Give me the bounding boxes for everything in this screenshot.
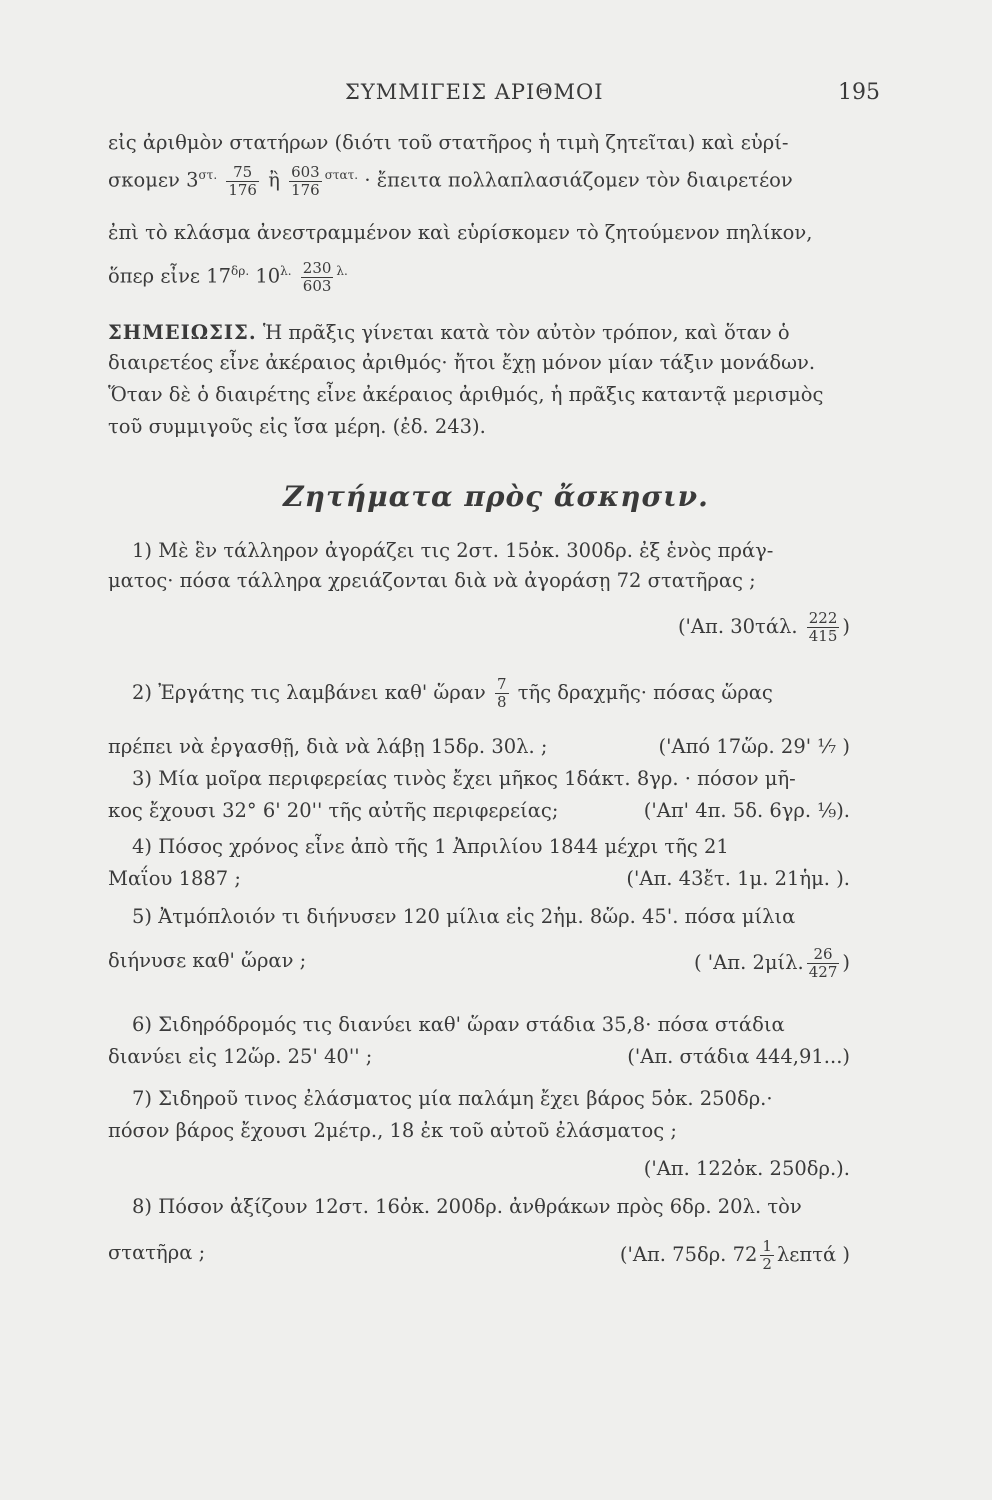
problem-7-answer: ('Απ. 122ὀκ. 250δρ.). xyxy=(643,1157,850,1180)
problem-5-line-1: 5) Ἀτμόπλοιόν τι διήνυσεν 120 μίλια εἰς 2ἡμ. 8ὥρ. 45'. πόσα μίλια xyxy=(132,905,796,928)
running-header: ΣΥΜΜΙΓΕΙΣ ΑΡΙΘΜΟΙ xyxy=(345,80,604,104)
note-line-1: ΣΗΜΕΙΩΣΙΣ. Ἡ πρᾶξις γίνεται κατὰ τὸν αὐτὸν τρόπον, καὶ ὅταν ὁ xyxy=(108,321,790,344)
exercises-heading: Ζητήματα πρὸς ἄσκησιν. xyxy=(283,480,709,513)
note-label: ΣΗΜΕΙΩΣΙΣ. xyxy=(108,321,257,344)
problem-5-line-2: διήνυσε καθ' ὥραν ; ( 'Απ. 2μίλ. $\frac{26}{427}$ ) xyxy=(108,945,850,981)
intro-line-2: σκομεν $3^{\sigma\tau.}$ $\frac{75}{176}$ ἢ $\frac{603}{176}$ $^{\sigma\tau\alpha\tau.}$ · ἔπειτα πολλαπλασιάζομεν τὸν διαιρετέον xyxy=(108,162,793,199)
fraction-603-176: $\frac{603}{176}$ xyxy=(291,162,320,199)
intro-line-4: ὅπερ εἶνε $17^{\delta\rho.}$ $10^{\lambda.}$ $\frac{230}{603}$ $^{\lambda.}$ xyxy=(108,258,348,295)
problem-1-answer: ('Απ. 30τάλ. $\frac{222}{415}$ ) xyxy=(677,609,850,645)
problem-2-line-2: πρέπει νὰ ἐργασθῇ, διὰ νὰ λάβῃ 15δρ. 30λ. ; ('Από 17ὥρ. 29' ⅐ ) xyxy=(108,735,850,758)
fraction-222-415: $\frac{222}{415}$ xyxy=(808,609,838,645)
problem-7-line-1: 7) Σιδηροῦ τινος ἐλάσματος μία παλάμη ἔχει βάρος 5ὀκ. 250δρ.· xyxy=(132,1087,773,1110)
note-line-2: διαιρετέος εἶνε ἀκέραιος ἀριθμός· ἤτοι ἔχῃ μόνον μίαν τάξιν μονάδων. xyxy=(108,351,816,374)
fraction-26-427: $\frac{26}{427}$ xyxy=(808,945,838,981)
fraction-230-603: $\frac{230}{603}$ xyxy=(302,258,332,295)
problem-1-line-2: ματος· πόσα τάλληρα χρειάζονται διὰ νὰ ἀγοράσῃ 72 στατῆρας ; xyxy=(108,569,756,592)
fraction-75-176: $\frac{75}{176}$ xyxy=(228,162,257,199)
problem-1-line-1: 1) Μὲ ἓν τάλληρον ἀγοράζει τις 2στ. 15ὀκ. 300δρ. ἐξ ἑνὸς πράγ- xyxy=(132,539,774,562)
problem-6-line-1: 6) Σιδηρόδρομός τις διανύει καθ' ὥραν στάδια 35,8· πόσα στάδια xyxy=(132,1013,785,1036)
page-number: 195 xyxy=(838,80,880,105)
problem-4-line-2: Μαΐου 1887 ; ('Απ. 43ἔτ. 1μ. 21ἡμ. ). xyxy=(108,867,850,890)
problem-3-line-1: 3) Μία μοῖρα περιφερείας τινὸς ἔχει μῆκος 1δάκτ. 8γρ. · πόσον μῆ- xyxy=(132,767,796,790)
fraction-7-8: $\frac{7}{8}$ xyxy=(496,675,507,711)
problem-6-line-2: διανύει εἰς 12ὥρ. 25' 40'' ; ('Απ. στάδια 444,91...) xyxy=(108,1045,850,1068)
problem-3-line-2: κος ἔχουσι 32° 6' 20'' τῆς αὐτῆς περιφερείας; ('Απ' 4π. 5δ. 6γρ. ⅑). xyxy=(108,799,850,822)
note-line-4: τοῦ συμμιγοῦς εἰς ἴσα μέρη. (ἐδ. 243). xyxy=(108,415,486,438)
intro-line-3: ἐπὶ τὸ κλάσμα ἀνεστραμμένον καὶ εὑρίσκομεν τὸ ζητούμενον πηλίκον, xyxy=(108,221,813,244)
problem-7-line-2: πόσον βάρος ἔχουσι 2μέτρ., 18 ἐκ τοῦ αὐτοῦ ἐλάσματος ; xyxy=(108,1119,677,1142)
problem-4-line-1: 4) Πόσος χρόνος εἶνε ἀπὸ τῆς 1 Ἀπριλίου 1844 μέχρι τῆς 21 xyxy=(132,835,729,858)
note-line-3: Ὅταν δὲ ὁ διαιρέτης εἶνε ἀκέραιος ἀριθμός, ἡ πρᾶξις καταντᾷ μερισμὸς xyxy=(108,383,824,406)
problem-8-line-1: 8) Πόσον ἀξίζουν 12στ. 16ὀκ. 200δρ. ἀνθράκων πρὸς 6δρ. 20λ. τὸν xyxy=(132,1195,802,1218)
problem-2-line-1: 2) Ἐργάτης τις λαμβάνει καθ' ὥραν $\frac{7}{8}$ τῆς δραχμῆς· πόσας ὥρας xyxy=(132,675,773,711)
fraction-1-2: $\frac{1}{2}$ xyxy=(762,1237,772,1273)
intro-line-1: εἰς ἀριθμὸν στατήρων (διότι τοῦ στατῆρος ἡ τιμὴ ζητεῖται) καὶ εὑρί- xyxy=(108,131,789,154)
problem-8-line-2: στατῆρα ; ('Απ. 75δρ. 72 $\frac{1}{2}$ λεπτά ) xyxy=(108,1237,850,1273)
